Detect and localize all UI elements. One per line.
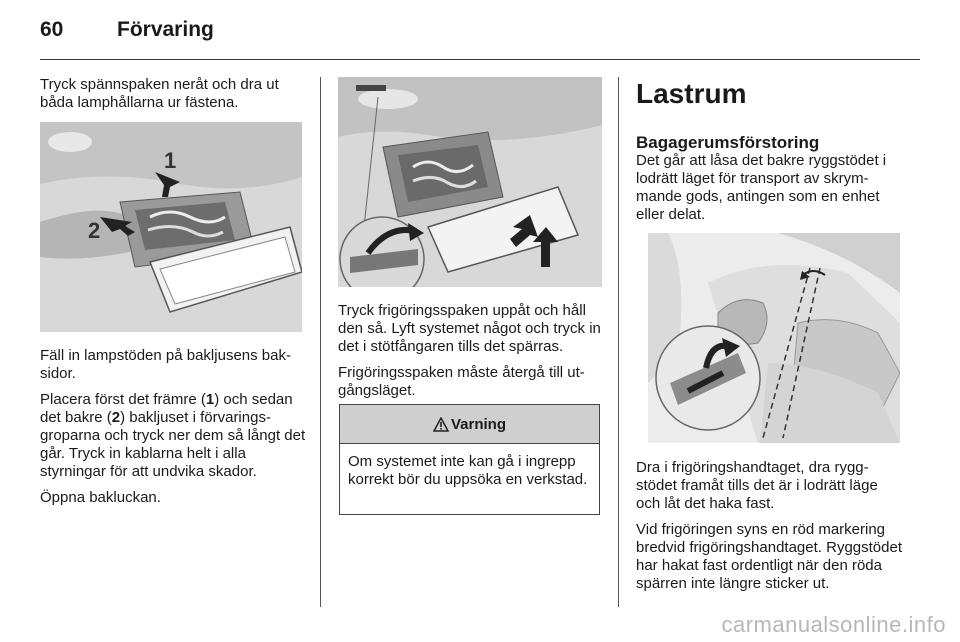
page-number: 60 bbox=[40, 18, 64, 41]
header-rule bbox=[40, 59, 920, 60]
col1-body bbox=[40, 347, 306, 515]
watermark: carmanualsonline.info bbox=[721, 612, 946, 637]
warning-title: Varning bbox=[450, 415, 506, 433]
taillight-illustration bbox=[40, 122, 302, 332]
col1-para-1: Fäll in lampstöden på bakljusens baksidor. bbox=[40, 347, 291, 382]
col2-body bbox=[338, 302, 604, 408]
column-divider bbox=[618, 77, 619, 607]
section-title: Förvaring bbox=[117, 18, 214, 41]
col2-para-2: Frigöringsspaken måste återgå till utgångsläget. bbox=[338, 364, 585, 399]
col1-para-2: Placera först det främre (1) och sedan det bakre (2) bakljuset i förvaringsgroparna och tryck ner dem så långt det går. Tryck in kablarna helt i alla styrningar för att undvika skador. bbox=[40, 391, 306, 480]
seat-illustration bbox=[648, 233, 900, 443]
bumper-illustration bbox=[338, 77, 602, 287]
col3-intro bbox=[636, 152, 902, 232]
intro-text: Tryck spännspaken neråt och dra ut båda lamphållarna ur fästena. bbox=[40, 76, 279, 111]
col2-para-1: Tryck frigöringsspaken uppåt och håll den så. Lyft systemet något och tryck in det i stötfångaren tills det spärras. bbox=[338, 302, 601, 355]
col3-para-1: Det går att låsa det bakre ryggstödet i lodrätt läget för transport av skrymmande gods, antingen som en enhet eller delat. bbox=[636, 152, 887, 223]
callout-1: 1 bbox=[164, 148, 177, 173]
col1-intro bbox=[40, 76, 304, 120]
page-header bbox=[0, 0, 960, 60]
warning-box bbox=[339, 404, 600, 515]
column-divider bbox=[320, 77, 321, 607]
warning-header bbox=[340, 405, 599, 444]
heading-lastrum: Lastrum bbox=[636, 78, 747, 109]
subheading: Bagagerumsförstoring bbox=[636, 133, 820, 152]
warning-text: Om systemet inte kan gå i ingrepp korrekt bör du uppsöka en verkstad. bbox=[348, 453, 588, 488]
col1-para-3: Öppna bakluckan. bbox=[40, 489, 161, 506]
col3-para-3: Vid frigöringen syns en röd markering bredvid frigöringshandtaget. Ryggstödet har hakat fast ordentligt när den röda spärren inte längre sticker ut. bbox=[636, 521, 903, 592]
col3-para-2: Dra i frigöringshandtaget, dra ryggstödet framåt tills det är i lodrätt läge och låt det haka fast. bbox=[636, 459, 878, 512]
callout-2: 2 bbox=[88, 218, 101, 243]
col3-body bbox=[636, 459, 904, 601]
warning-icon bbox=[433, 417, 449, 432]
